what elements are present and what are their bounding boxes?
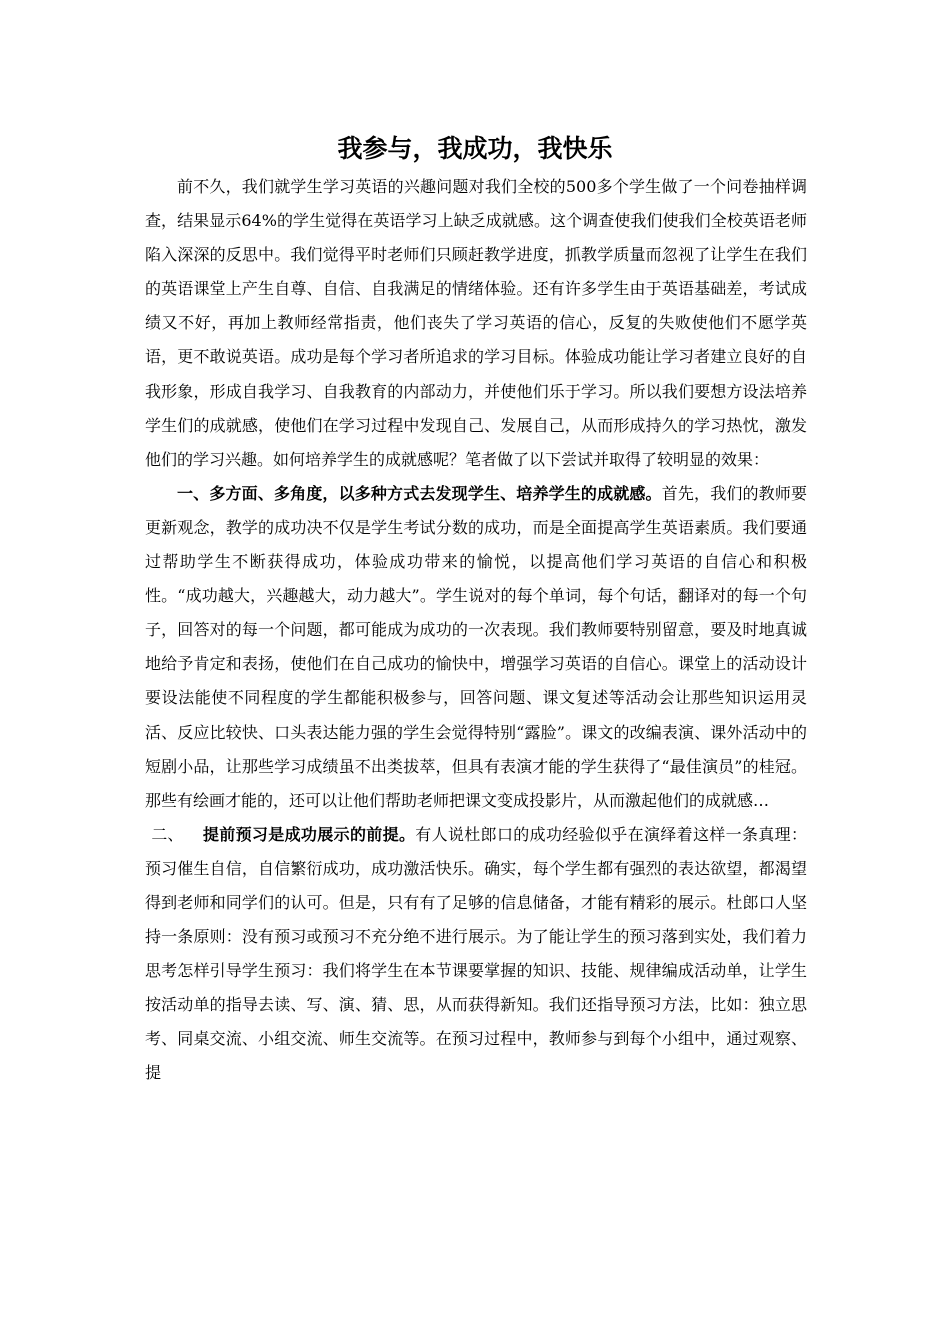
paragraph-section-1 <box>145 477 807 818</box>
paragraph-intro: 前不久，我们就学生学习英语的兴趣问题对我们全校的500多个学生做了一个问卷抽样调查，结果显示64%的学生觉得在英语学习上缺乏成就感。这个调查使我们使我们全校英语老师陷入深深的反思中。我们觉得平时老师们只顾赶教学进度，抓教学质量而忽视了让学生在我们的英语课堂上产生自尊、自信、自我满足的情绪体验。还有许多学生由于英语基础差，考试成绩又不好，再加上教师经常指责，他们丧失了学习英语的信心，反复的失败使他们不愿学英语，更不敢说英语。成功是每个学习者所追求的学习目标。体验成功能让学习者建立良好的自我形象，形成自我学习、自我教育的内部动力，并使他们乐于学习。所以我们要想方设法培养学生们的成就感，使他们在学习过程中发现自己、发展自己，从而形成持久的学习热忱，激发他们的学习兴趣。如何培养学生的成就感呢？笔者做了以下尝试并取得了较明显的效果： <box>145 177 807 469</box>
section-2-label: 二、 <box>151 824 184 844</box>
document-body <box>145 170 807 1091</box>
paragraph-section-2 <box>145 818 807 1091</box>
section-1-heading: 一、多方面、多角度，以多种方式去发现学生、培养学生的成就感。 <box>177 483 662 503</box>
section-1-text: 首先，我们的教师要更新观念，教学的成功决不仅是学生考试分数的成功，而是全面提高学生英语素质。我们要通过帮助学生不断获得成功，体验成功带来的愉悦，以提高他们学习英语的自信心和积极性。“成功越大，兴趣越大，动力越大”。学生说对的每个单词，每个句话，翻译对的每一个句子，回答对的每一个问题，都可能成为成功的一次表现。我们教师要特别留意，要及时地真诚地给予肯定和表扬，使他们在自己成功的愉快中，增强学习英语的自信心。课堂上的活动设计要设法能使不同程度的学生都能积极参与，回答问题、课文复述等活动会让那些知识运用灵活、反应比较快、口头表达能力强的学生会觉得特别“露脸”。课文的改编表演、课外活动中的短剧小品，让那些学习成绩虽不出类拔萃，但具有表演才能的学生获得了“最佳演员”的桂冠。那些有绘画才能的，还可以让他们帮助老师把课文变成投影片，从而激起他们的成就感… <box>145 483 807 810</box>
section-2-heading: 提前预习是成功展示的前提。 <box>202 824 416 844</box>
document-title: 我参与，我成功，我快乐 <box>337 134 613 163</box>
section-2-text: 有人说杜郎口的成功经验似乎在演绎着这样一条真理：预习催生自信，自信繁衍成功，成功激活快乐。确实，每个学生都有强烈的表达欲望，都渴望得到老师和同学们的认可。但是，只有有了足够的信息储备，才能有精彩的展示。杜郎口人坚持一条原则：没有预习或预习不充分绝不进行展示。为了能让学生的预习落到实处，我们着力思考怎样引导学生预习：我们将学生在本节课要掌握的知识、技能、规律编成活动单，让学生按活动单的指导去读、写、演、猜、思，从而获得新知。我们还指导预习方法，比如：独立思考、同桌交流、小组交流、师生交流等。在预习过程中，教师参与到每个小组中，通过观察、提 <box>145 824 807 1083</box>
